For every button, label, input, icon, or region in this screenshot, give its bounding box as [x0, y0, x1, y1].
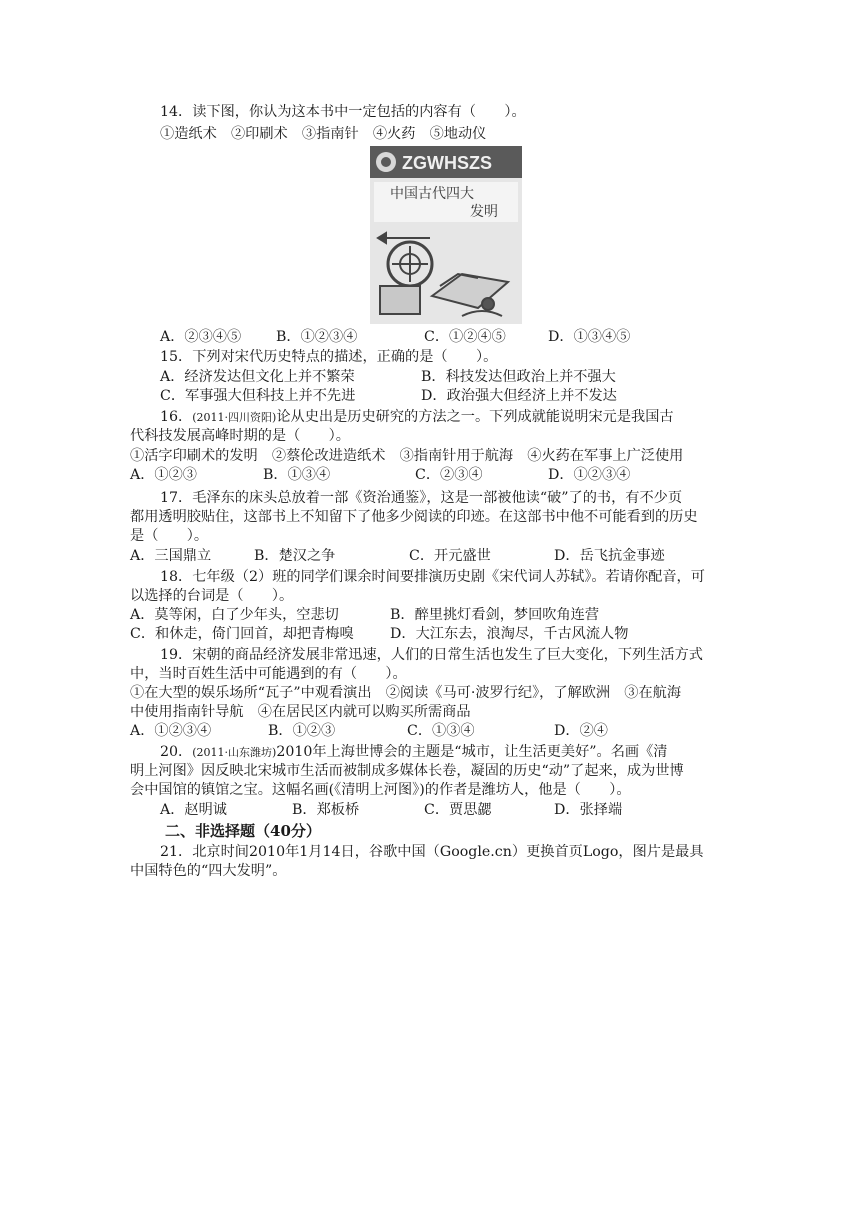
q20-stem-line3: 会中国馆的镇馆之宝。这幅名画(《清明上河图》)的作者是潍坊人，他是（ ）。 [130, 782, 631, 798]
q20-stem [160, 743, 667, 762]
q18-option-a: A．莫等闲，白了少年头，空悲切 [130, 607, 339, 623]
q19-items-line1: ①在大型的娱乐场所“瓦子”中观看演出 ②阅读《马可·波罗行纪》，了解欧洲 ③在航海 [130, 685, 682, 701]
q20-option-a: A．赵明诚 [160, 802, 227, 818]
q19-option-d: D．②④ [554, 723, 608, 739]
q20-stem-rest: 2010年上海世博会的主题是“城市，让生活更美好”。名画《清 [276, 744, 668, 760]
q17-option-c: C．开元盛世 [409, 548, 491, 564]
book-logo: ZGWHSZS [402, 153, 492, 173]
q17-stem-line3: 是（ ）。 [130, 528, 209, 544]
q15-stem: 15．下列对宋代历史特点的描述，正确的是（ ）。 [160, 349, 498, 365]
q20-option-b: B．郑板桥 [292, 802, 360, 818]
q18-option-d: D．大江东去，浪淘尽，千古风流人物 [390, 626, 629, 642]
q15-option-a: A．经济发达但文化上并不繁荣 [160, 369, 355, 385]
book-cover-image [370, 146, 522, 324]
q16-option-a: A．①②③ [130, 467, 197, 483]
q19-stem-line1: 19．宋朝的商品经济发展非常迅速，人们的日常生活也发生了巨大变化，下列生活方式 [160, 647, 703, 663]
q19-items-line2: 中使用指南针导航 ④在居民区内就可以购买所需商品 [130, 704, 471, 720]
q14-stem: 14．读下图，你认为这本书中一定包括的内容有（ ）。 [160, 104, 526, 120]
q16-stem [160, 408, 674, 427]
q14-option-b: B．①②③④ [276, 329, 358, 345]
q16-option-d: D．①②③④ [548, 467, 631, 483]
q14-items: ①造纸术 ②印刷术 ③指南针 ④火药 ⑤地动仪 [160, 126, 487, 142]
q17-stem-line1: 17．毛泽东的床头总放着一部《资治通鉴》，这是一部被他读“破”了的书，有不少页 [160, 490, 683, 506]
book-title-line2: 发明 [470, 204, 498, 220]
q15-option-c: C．军事强大但科技上并不先进 [160, 388, 356, 404]
q19-stem-line2: 中，当时百姓生活中可能遇到的有（ ）。 [130, 666, 407, 682]
q19-option-a: A．①②③④ [130, 723, 212, 739]
book-title-line1: 中国古代四大 [390, 186, 474, 202]
q14-option-a: A．②③④⑤ [160, 329, 242, 345]
q14-option-d: D．①③④⑤ [548, 329, 631, 345]
q20-source: (2011·山东潍坊) [192, 746, 277, 759]
q16-items: ①活字印刷术的发明 ②蔡伦改进造纸术 ③指南针用于航海 ④火药在军事上广泛使用 [130, 448, 684, 464]
q17-stem-line2: 都用透明胶贴住，这部书上不知留下了他多少阅读的印迹。在这部书中他不可能看到的历史 [130, 509, 698, 525]
q18-stem-line2: 以选择的台词是（ ）。 [130, 588, 294, 604]
q16-stem-line2: 代科技发展高峰时期的是（ ）。 [130, 428, 350, 444]
q17-option-b: B．楚汉之争 [254, 548, 336, 564]
q16-stem-rest: 论从史出是历史研究的方法之一。下列成就能说明宋元是我国古 [276, 409, 674, 425]
q19-option-c: C．①③④ [407, 723, 475, 739]
q20-option-d: D．张择端 [554, 802, 623, 818]
q14-option-c: C．①②④⑤ [424, 329, 506, 345]
q20-option-c: C．贾思勰 [424, 802, 492, 818]
q15-option-d: D．政治强大但经济上并不发达 [421, 388, 617, 404]
q16-source: (2011·四川资阳) [192, 411, 277, 424]
q20-stem-line2: 明上河图》因反映北宋城市生活而被制成多媒体长卷，凝固的历史“动”了起来，成为世博 [130, 763, 684, 779]
q15-option-b: B．科技发达但政治上并不强大 [421, 369, 616, 385]
q18-option-c: C．和休走，倚门回首，却把青梅嗅 [130, 626, 354, 642]
section-heading: 二、非选择题（40分） [165, 822, 321, 840]
q19-option-b: B．①②③ [268, 723, 336, 739]
q18-option-b: B．醉里挑灯看剑，梦回吹角连营 [390, 607, 600, 623]
q21-stem-line1: 21．北京时间2010年1月14日，谷歌中国（Google.cn）更换首页Logo，图片是最具 [160, 844, 704, 860]
q16-option-c: C．②③④ [415, 467, 483, 483]
q20-number: 20． [160, 744, 193, 760]
q17-option-a: A．三国鼎立 [130, 548, 212, 564]
q16-number: 16． [160, 409, 193, 425]
q21-stem-line2: 中国特色的“四大发明”。 [130, 863, 287, 879]
q17-option-d: D．岳飞抗金事迹 [554, 548, 665, 564]
q16-option-b: B．①③④ [263, 467, 331, 483]
q18-stem-line1: 18．七年级（2）班的同学们课余时间要排演历史剧《宋代词人苏轼》。若请你配音，可 [160, 569, 705, 585]
